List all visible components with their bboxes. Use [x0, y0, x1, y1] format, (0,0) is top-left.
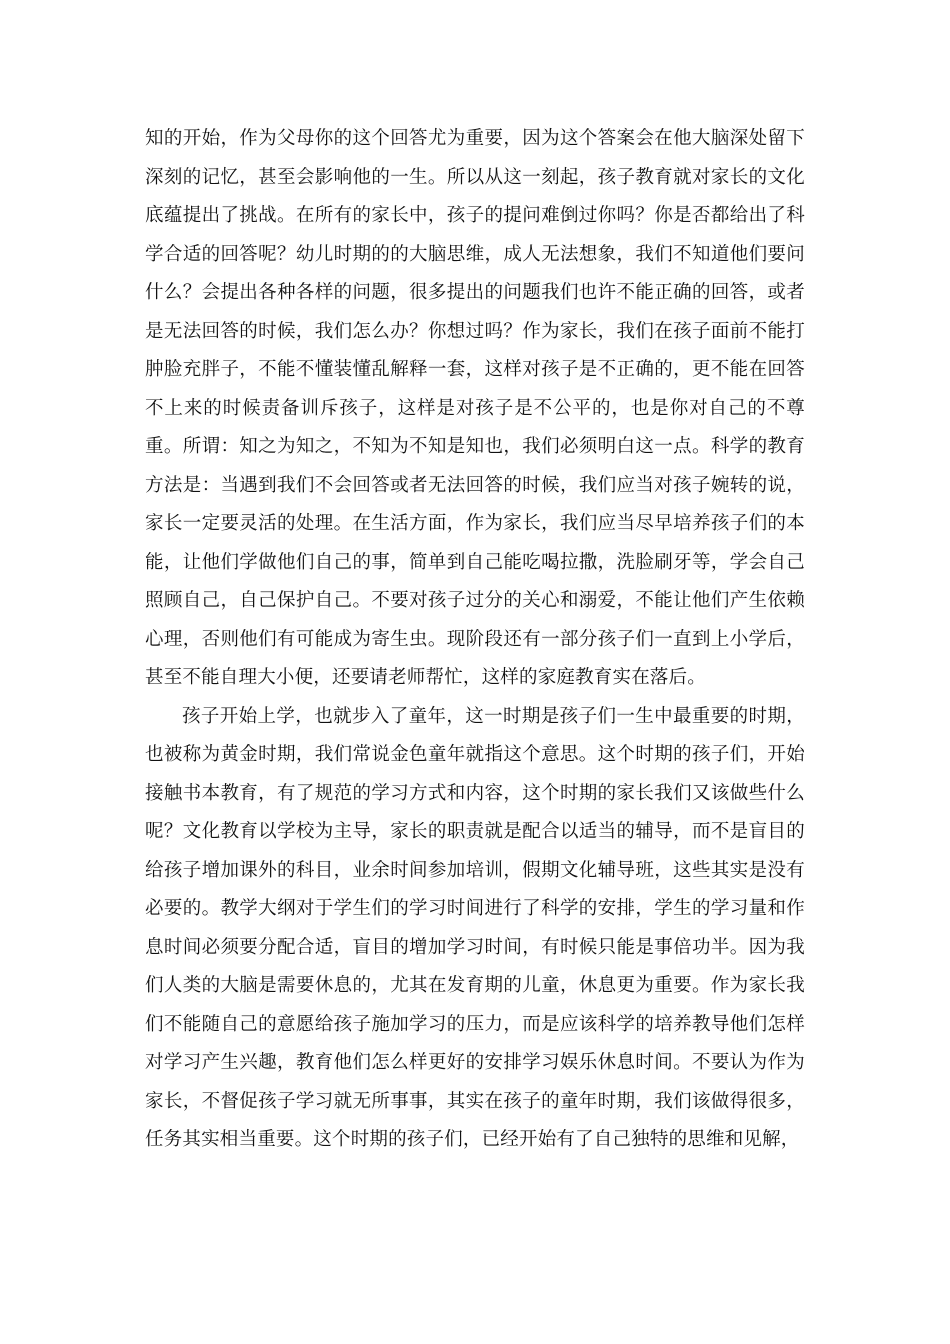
- paragraph-1: 知的开始，作为父母你的这个回答尤为重要，因为这个答案会在他大脑深处留下深刻的记忆，甚至会影响他的一生。所以从这一刻起，孩子教育就对家长的文化底蕴提出了挑战。在所有的家长中，孩子的提问难倒过你吗？你是否都给出了科学合适的回答呢？幼儿时期的的大脑思维，成人无法想象，我们不知道他们要问什么？会提出各种各样的问题，很多提出的问题我们也许不能正确的回答，或者是无法回答的时候，我们怎么办？你想过吗？作为家长，我们在孩子面前不能打肿脸充胖子，不能不懂装懂乱解释一套，这样对孩子是不正确的，更不能在回答不上来的时候责备训斥孩子，这样是对孩子是不公平的，也是你对自己的不尊重。所谓：知之为知之，不知为不知是知也，我们必须明白这一点。科学的教育方法是：当遇到我们不会回答或者无法回答的时候，我们应当对孩子婉转的说，家长一定要灵活的处理。在生活方面，作为家长，我们应当尽早培养孩子们的本能，让他们学做他们自己的事，简单到自己能吃喝拉撒，洗脸刷牙等，学会自己照顾自己，自己保护自己。不要对孩子过分的关心和溺爱，不能让他们产生依赖心理，否则他们有可能成为寄生虫。现阶段还有一部分孩子们一直到上小学后，甚至不能自理大小便，还要请老师帮忙，这样的家庭教育实在落后。: [145, 128, 805, 688]
- paragraph-2: 孩子开始上学，也就步入了童年，这一时期是孩子们一生中最重要的时期，也被称为黄金时期，我们常说金色童年就指这个意思。这个时期的孩子们，开始接触书本教育，有了规范的学习方式和内容，这个时期的家长我们又该做些什么呢？文化教育以学校为主导，家长的职责就是配合以适当的辅导，而不是盲目的给孩子增加课外的科目，业余时间参加培训，假期文化辅导班，这些其实是没有必要的。教学大纲对于学生们的学习时间进行了科学的安排，学生的学习量和作息时间必须要分配合适，盲目的增加学习时间，有时候只能是事倍功半。因为我们人类的大脑是需要休息的，尤其在发育期的儿童，休息更为重要。作为家长我们不能随自己的意愿给孩子施加学习的压力，而是应该科学的培养教导他们怎样对学习产生兴趣，教育他们怎么样更好的安排学习娱乐休息时间。不要认为作为家长，不督促孩子学习就无所事事，其实在孩子的童年时期，我们该做得很多，任务其实相当重要。这个时期的孩子们，已经开始有了自己独特的思维和见解，: [145, 705, 805, 1150]
- body-text: [145, 120, 805, 1160]
